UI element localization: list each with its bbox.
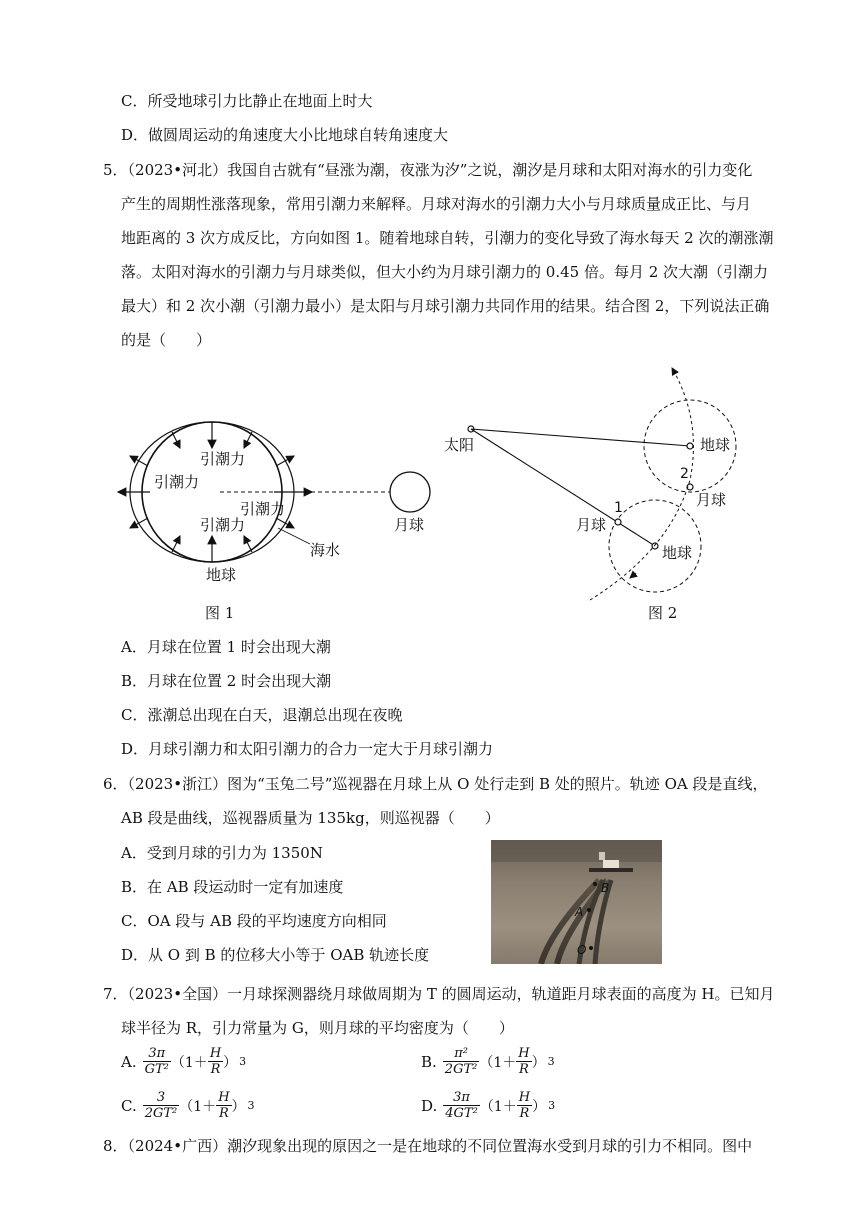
fig2-label-earth-top: 地球 [700, 436, 731, 454]
option-a-hnum: H [209, 1046, 222, 1061]
question-5-option-c: C．涨潮总出现在白天，退潮总出现在夜晚 [121, 706, 403, 724]
option-c-label: C. [121, 1096, 137, 1115]
figure-1-caption: 图 1 [205, 604, 235, 622]
option-a-exponent: 3 [239, 1055, 247, 1068]
photo-label-a: A [575, 905, 584, 919]
option-d-hnum: H [518, 1090, 531, 1105]
option-a-fraction [143, 1046, 171, 1077]
option-c-h-fraction [216, 1090, 231, 1121]
fig1-label-moon: 月球 [394, 516, 425, 534]
earth-top-point [687, 443, 693, 449]
option-b-paren-open: （1＋ [479, 1054, 517, 1071]
fig2-label-sun: 太阳 [444, 436, 475, 454]
option-b-exponent: 3 [547, 1055, 555, 1068]
fig2-label-earth-bottom: 地球 [662, 544, 693, 562]
question-5-line-3: 地距离的 3 次方成反比，方向如图 1。随着地球自转，引潮力的变化导致了海水每天 2 次的潮涨潮 [121, 229, 774, 247]
rover-photo [491, 840, 662, 964]
option-d-prev: D．做圆周运动的角速度大小比地球自转角速度大 [121, 126, 449, 144]
question-6-line-1: 6．（2023•浙江）图为“玉兔二号”巡视器在月球上从 O 处行走到 B 处的照片。轨迹 OA 段是直线， [103, 775, 768, 793]
question-5-line-5: 最大）和 2 次小潮（引潮力最小）是太阳与月球引潮力共同作用的结果。结合图 2，下列说法正确 [121, 297, 770, 315]
option-b-h-fraction [516, 1046, 531, 1077]
option-a-h-fraction [208, 1046, 223, 1077]
question-7-option-d [421, 1090, 555, 1121]
figure-2 [440, 360, 750, 605]
option-b-fraction [443, 1046, 480, 1077]
option-d-paren-close: ） [532, 1098, 547, 1115]
fig1-label-top: 引潮力 [200, 450, 246, 468]
option-c-num: 3 [143, 1090, 180, 1106]
option-a-num: 3π [143, 1046, 171, 1062]
option-b-label: B. [421, 1052, 437, 1071]
question-7-line-2: 球半径为 R，引力常量为 G，则月球的平均密度为（ ） [121, 1019, 514, 1037]
question-6-option-a: A．受到月球的引力为 1350N [121, 844, 323, 862]
figure-1 [110, 410, 450, 590]
option-c-hden: R [218, 1106, 229, 1121]
option-d-den: 4GT² [445, 1106, 478, 1121]
figure-2-caption: 图 2 [648, 604, 678, 622]
option-d-paren-open: （1＋ [479, 1098, 517, 1115]
question-6-option-c: C．OA 段与 AB 段的平均速度方向相同 [121, 912, 387, 930]
option-d-fraction [443, 1090, 480, 1121]
option-c-den: 2GT² [144, 1106, 178, 1121]
option-d-exponent: 3 [548, 1099, 556, 1112]
option-d-label: D. [421, 1096, 438, 1115]
question-8-line-1: 8．（2024•广西）潮汐现象出现的原因之一是在地球的不同位置海水受到月球的引力不相同。图中 [103, 1137, 753, 1155]
option-b-num: π² [443, 1046, 480, 1062]
question-7-option-a [121, 1046, 246, 1077]
option-a-label: A. [121, 1052, 137, 1071]
fig1-label-earth: 地球 [206, 566, 237, 584]
option-c-hnum: H [218, 1090, 230, 1105]
fig2-label-moon-bottom: 月球 [576, 516, 607, 534]
moon-circle [390, 472, 430, 512]
option-b-hden: R [519, 1062, 529, 1077]
fig1-label-right: 引潮力 [240, 500, 286, 518]
question-5-option-d: D．月球引潮力和太阳引潮力的合力一定大于月球引潮力 [121, 740, 494, 758]
option-d-num: 3π [443, 1090, 480, 1106]
photo-label-b: B [601, 881, 610, 895]
question-5-line-2: 产生的周期性涨落现象，常用引潮力来解释。月球对海水的引潮力大小与月球质量成正比、与月 [121, 195, 752, 213]
question-6-option-b: B．在 AB 段运动时一定有加速度 [121, 878, 344, 896]
earth-bottom-point [652, 543, 658, 549]
option-c-fraction [143, 1090, 180, 1121]
option-c-exponent: 3 [247, 1099, 255, 1112]
question-7-option-b [421, 1046, 555, 1077]
option-c-paren-close: ） [231, 1098, 246, 1115]
option-a-paren-open: （1＋ [170, 1054, 208, 1071]
question-7-line-1: 7．（2023•全国）一月球探测器绕月球做周期为 T 的圆周运动，轨道距月球表面的高度为 H。已知月 [103, 985, 775, 1003]
fig2-label-pos-2: 2 [680, 466, 689, 482]
question-5-option-b: B．月球在位置 2 时会出现大潮 [121, 672, 332, 690]
option-b-den: 2GT² [444, 1062, 478, 1077]
question-6-option-d: D．从 O 到 B 的位移大小等于 OAB 轨迹长度 [121, 946, 430, 964]
option-a-paren-close: ） [223, 1054, 238, 1071]
fig1-label-bottom: 引潮力 [200, 516, 246, 534]
fig2-label-pos-1: 1 [614, 500, 623, 516]
question-5-option-a: A．月球在位置 1 时会出现大潮 [121, 638, 331, 656]
question-5-line-1: 5．（2023•河北）我国自古就有“昼涨为潮，夜涨为汐”之说，潮汐是月球和太阳对海水的引力变化 [103, 161, 753, 179]
fig1-label-left: 引潮力 [154, 473, 200, 491]
photo-label-o: O [577, 943, 587, 957]
option-a-hden: R [210, 1062, 221, 1077]
option-c-prev: C．所受地球引力比静止在地面上时大 [121, 92, 373, 110]
question-7-option-c [121, 1090, 255, 1121]
fig1-label-sea: 海水 [310, 541, 341, 559]
question-5-line-6: 的是（ ） [121, 331, 212, 349]
option-d-hden: R [519, 1106, 530, 1121]
question-5-line-4: 落。太阳对海水的引潮力与月球类似，但大小约为月球引潮力的 0.45 倍。每月 2 次大潮（引潮力 [121, 263, 769, 281]
option-d-h-fraction [517, 1090, 532, 1121]
question-6-line-2: AB 段是曲线，巡视器质量为 135kg，则巡视器（ ） [121, 809, 500, 827]
option-b-paren-close: ） [531, 1054, 546, 1071]
moon-pos-1-point [615, 519, 621, 525]
option-b-hnum: H [518, 1046, 530, 1061]
option-c-paren-open: （1＋ [179, 1098, 217, 1115]
option-a-den: GT² [144, 1062, 169, 1077]
fig2-label-moon-top: 月球 [696, 491, 727, 509]
